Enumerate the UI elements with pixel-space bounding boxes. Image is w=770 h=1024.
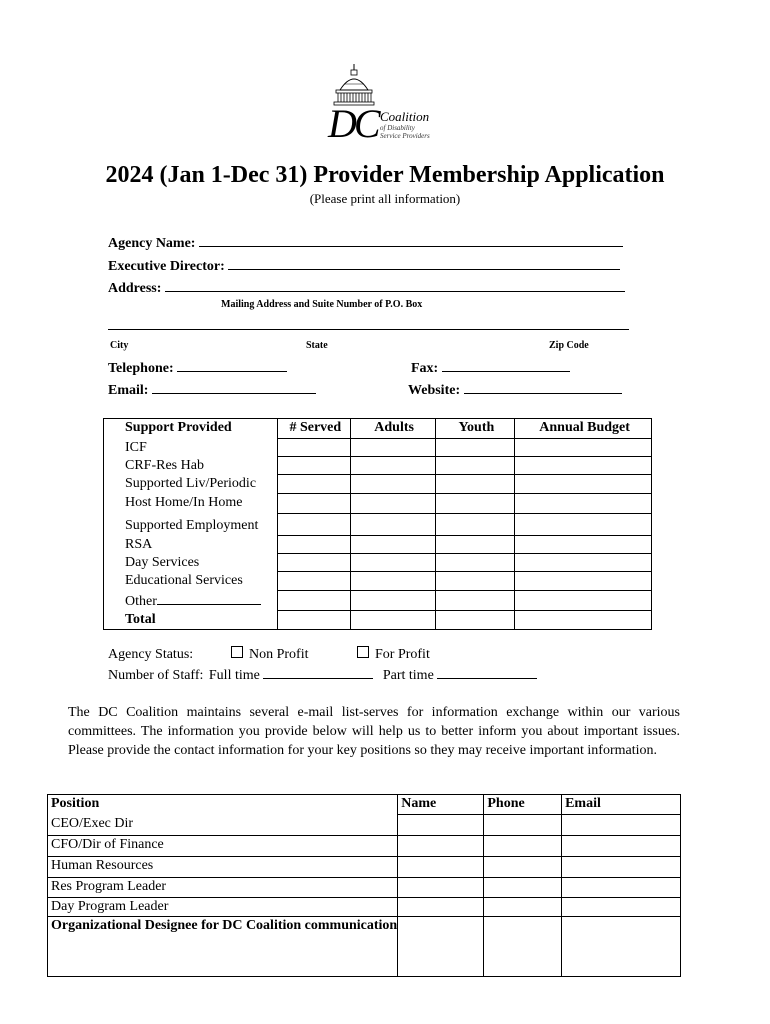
zip-code-label: Zip Code xyxy=(549,340,589,351)
number-of-staff-field xyxy=(108,664,537,685)
table-row xyxy=(104,475,652,494)
fax-label: Fax: xyxy=(411,361,439,376)
phone-cell[interactable] xyxy=(484,917,562,977)
executive-director-line[interactable] xyxy=(228,255,620,270)
youth-cell[interactable] xyxy=(435,611,515,630)
agency-name-field[interactable] xyxy=(108,232,623,253)
served-cell[interactable] xyxy=(277,536,350,554)
name-cell[interactable] xyxy=(398,917,484,977)
table-row xyxy=(104,439,652,457)
served-header: # Served xyxy=(277,419,350,439)
contacts-header-row xyxy=(48,795,681,815)
budget-cell[interactable] xyxy=(515,494,652,514)
other-line[interactable] xyxy=(157,591,261,605)
for-profit-checkbox[interactable] xyxy=(357,646,369,658)
served-cell[interactable] xyxy=(277,475,350,494)
served-cell[interactable] xyxy=(277,457,350,475)
adults-header: Adults xyxy=(350,419,435,439)
address-field[interactable] xyxy=(108,277,625,298)
budget-cell[interactable] xyxy=(515,591,652,611)
support-table-header-row xyxy=(104,419,652,439)
logo-mark: DC xyxy=(328,101,378,146)
table-row xyxy=(104,591,652,611)
served-cell[interactable] xyxy=(277,611,350,630)
budget-cell[interactable] xyxy=(515,572,652,591)
youth-cell[interactable] xyxy=(435,572,515,591)
website-line[interactable] xyxy=(464,379,622,394)
table-row xyxy=(48,878,681,898)
phone-cell[interactable] xyxy=(484,815,562,836)
table-row xyxy=(104,554,652,572)
fax-field[interactable] xyxy=(411,357,570,378)
staff-label: Number of Staff: xyxy=(108,668,204,683)
youth-header: Youth xyxy=(435,419,515,439)
table-row xyxy=(104,572,652,591)
phone-cell[interactable] xyxy=(484,857,562,878)
served-cell[interactable] xyxy=(277,591,350,611)
served-cell[interactable] xyxy=(277,572,350,591)
logo-tagline xyxy=(380,124,430,140)
telephone-field[interactable] xyxy=(108,357,287,378)
youth-cell[interactable] xyxy=(435,439,515,457)
website-label: Website: xyxy=(408,383,461,398)
youth-cell[interactable] xyxy=(435,514,515,536)
page-title: 2024 (Jan 1-Dec 31) Provider Membership Application xyxy=(105,162,665,188)
table-row-designee xyxy=(48,917,681,977)
email-label: Email: xyxy=(108,383,149,398)
name-cell[interactable] xyxy=(398,815,484,836)
agency-status-label: Agency Status: xyxy=(108,647,194,662)
youth-cell[interactable] xyxy=(435,536,515,554)
name-cell[interactable] xyxy=(398,857,484,878)
name-header: Name xyxy=(398,795,484,815)
email-cell[interactable] xyxy=(562,815,681,836)
table-row xyxy=(104,457,652,475)
position-label: Day Program Leader xyxy=(48,898,398,917)
phone-cell[interactable] xyxy=(484,898,562,917)
phone-cell[interactable] xyxy=(484,878,562,898)
non-profit-checkbox[interactable] xyxy=(231,646,243,658)
support-row-label: RSA xyxy=(104,536,278,554)
budget-cell[interactable] xyxy=(515,514,652,536)
served-cell[interactable] xyxy=(277,554,350,572)
youth-cell[interactable] xyxy=(435,475,515,494)
mailing-address-note: Mailing Address and Suite Number of P.O. Box xyxy=(221,299,423,310)
non-profit-label: Non Profit xyxy=(249,647,309,662)
position-header: Position xyxy=(48,795,398,815)
position-label: Human Resources xyxy=(48,857,398,878)
page-subtitle: (Please print all information) xyxy=(309,191,461,206)
support-row-label: Day Services xyxy=(104,554,278,572)
budget-cell[interactable] xyxy=(515,611,652,630)
table-row xyxy=(104,514,652,536)
city-state-zip-line[interactable] xyxy=(108,329,629,330)
support-row-label: ICF xyxy=(104,439,278,457)
served-cell[interactable] xyxy=(277,514,350,536)
adults-cell[interactable] xyxy=(350,611,435,630)
served-cell[interactable] xyxy=(277,439,350,457)
telephone-label: Telephone: xyxy=(108,361,174,376)
state-label: State xyxy=(306,340,328,351)
email-cell[interactable] xyxy=(562,917,681,977)
support-provided-table xyxy=(103,418,652,630)
adults-cell[interactable] xyxy=(350,514,435,536)
budget-cell[interactable] xyxy=(515,457,652,475)
adults-cell[interactable] xyxy=(350,494,435,514)
support-row-label: Supported Employment xyxy=(104,514,278,536)
part-time-line[interactable] xyxy=(437,664,537,679)
youth-cell[interactable] xyxy=(435,591,515,611)
youth-cell[interactable] xyxy=(435,457,515,475)
position-label: Res Program Leader xyxy=(48,878,398,898)
email-cell[interactable] xyxy=(562,898,681,917)
email-line[interactable] xyxy=(152,379,316,394)
adults-cell[interactable] xyxy=(350,475,435,494)
support-row-label: Host Home/In Home xyxy=(104,494,278,514)
logo-tagline-line2: Service Providers xyxy=(380,132,430,140)
fax-line[interactable] xyxy=(442,357,570,372)
adults-cell[interactable] xyxy=(350,591,435,611)
phone-header: Phone xyxy=(484,795,562,815)
served-cell[interactable] xyxy=(277,494,350,514)
full-time-line[interactable] xyxy=(263,664,373,679)
table-row xyxy=(48,815,681,836)
youth-cell[interactable] xyxy=(435,494,515,514)
email-header: Email xyxy=(562,795,681,815)
agency-name-label: Agency Name: xyxy=(108,236,196,251)
agency-name-line[interactable] xyxy=(199,232,623,247)
support-row-label: Supported Liv/Periodic xyxy=(104,475,278,494)
table-row xyxy=(48,898,681,917)
table-row xyxy=(104,494,652,514)
adults-cell[interactable] xyxy=(350,457,435,475)
annual-budget-header: Annual Budget xyxy=(515,419,652,439)
for-profit-label: For Profit xyxy=(375,647,430,662)
non-profit-option[interactable] xyxy=(231,646,309,664)
email-field[interactable] xyxy=(108,379,316,400)
name-cell[interactable] xyxy=(398,898,484,917)
designee-label: Organizational Designee for DC Coalition communication xyxy=(48,917,398,977)
support-row-label: CRF-Res Hab xyxy=(104,457,278,475)
budget-cell[interactable] xyxy=(515,554,652,572)
support-provided-header: Support Provided xyxy=(104,419,278,439)
adults-cell[interactable] xyxy=(350,536,435,554)
address-line[interactable] xyxy=(165,277,625,292)
name-cell[interactable] xyxy=(398,878,484,898)
full-time-label: Full time xyxy=(208,668,260,683)
adults-cell[interactable] xyxy=(350,439,435,457)
part-time-label: Part time xyxy=(382,668,434,683)
budget-cell[interactable] xyxy=(515,439,652,457)
email-cell[interactable] xyxy=(562,878,681,898)
executive-director-label: Executive Director: xyxy=(108,259,225,274)
budget-cell[interactable] xyxy=(515,536,652,554)
website-field[interactable] xyxy=(408,379,622,400)
budget-cell[interactable] xyxy=(515,475,652,494)
table-row xyxy=(48,857,681,878)
logo-name: Coalition xyxy=(380,109,430,124)
other-label: Other xyxy=(125,593,157,609)
total-label: Total xyxy=(104,611,278,630)
position-label: CEO/Exec Dir xyxy=(48,815,398,836)
list-serve-paragraph: The DC Coalition maintains several e-mail list-serves for information exchange within our various committees. The information you provide below will help us to better inform you about important issues. Please provide the contact information for your key positions so they may receive important information. xyxy=(68,705,680,758)
telephone-line[interactable] xyxy=(177,357,287,372)
position-label: CFO/Dir of Finance xyxy=(48,836,398,857)
name-cell[interactable] xyxy=(398,836,484,857)
youth-cell[interactable] xyxy=(435,554,515,572)
for-profit-option[interactable] xyxy=(357,646,430,664)
logo-tagline-line1: of Disability xyxy=(380,124,415,132)
email-cell[interactable] xyxy=(562,836,681,857)
support-row-label xyxy=(104,591,278,611)
table-row xyxy=(104,536,652,554)
contacts-table xyxy=(47,794,681,977)
city-label: City xyxy=(110,340,129,351)
adults-cell[interactable] xyxy=(350,554,435,572)
phone-cell[interactable] xyxy=(484,836,562,857)
email-cell[interactable] xyxy=(562,857,681,878)
table-row-total xyxy=(104,611,652,630)
address-label: Address: xyxy=(108,281,162,296)
table-row xyxy=(48,836,681,857)
support-row-label: Educational Services xyxy=(104,572,278,591)
executive-director-field[interactable] xyxy=(108,255,620,276)
adults-cell[interactable] xyxy=(350,572,435,591)
